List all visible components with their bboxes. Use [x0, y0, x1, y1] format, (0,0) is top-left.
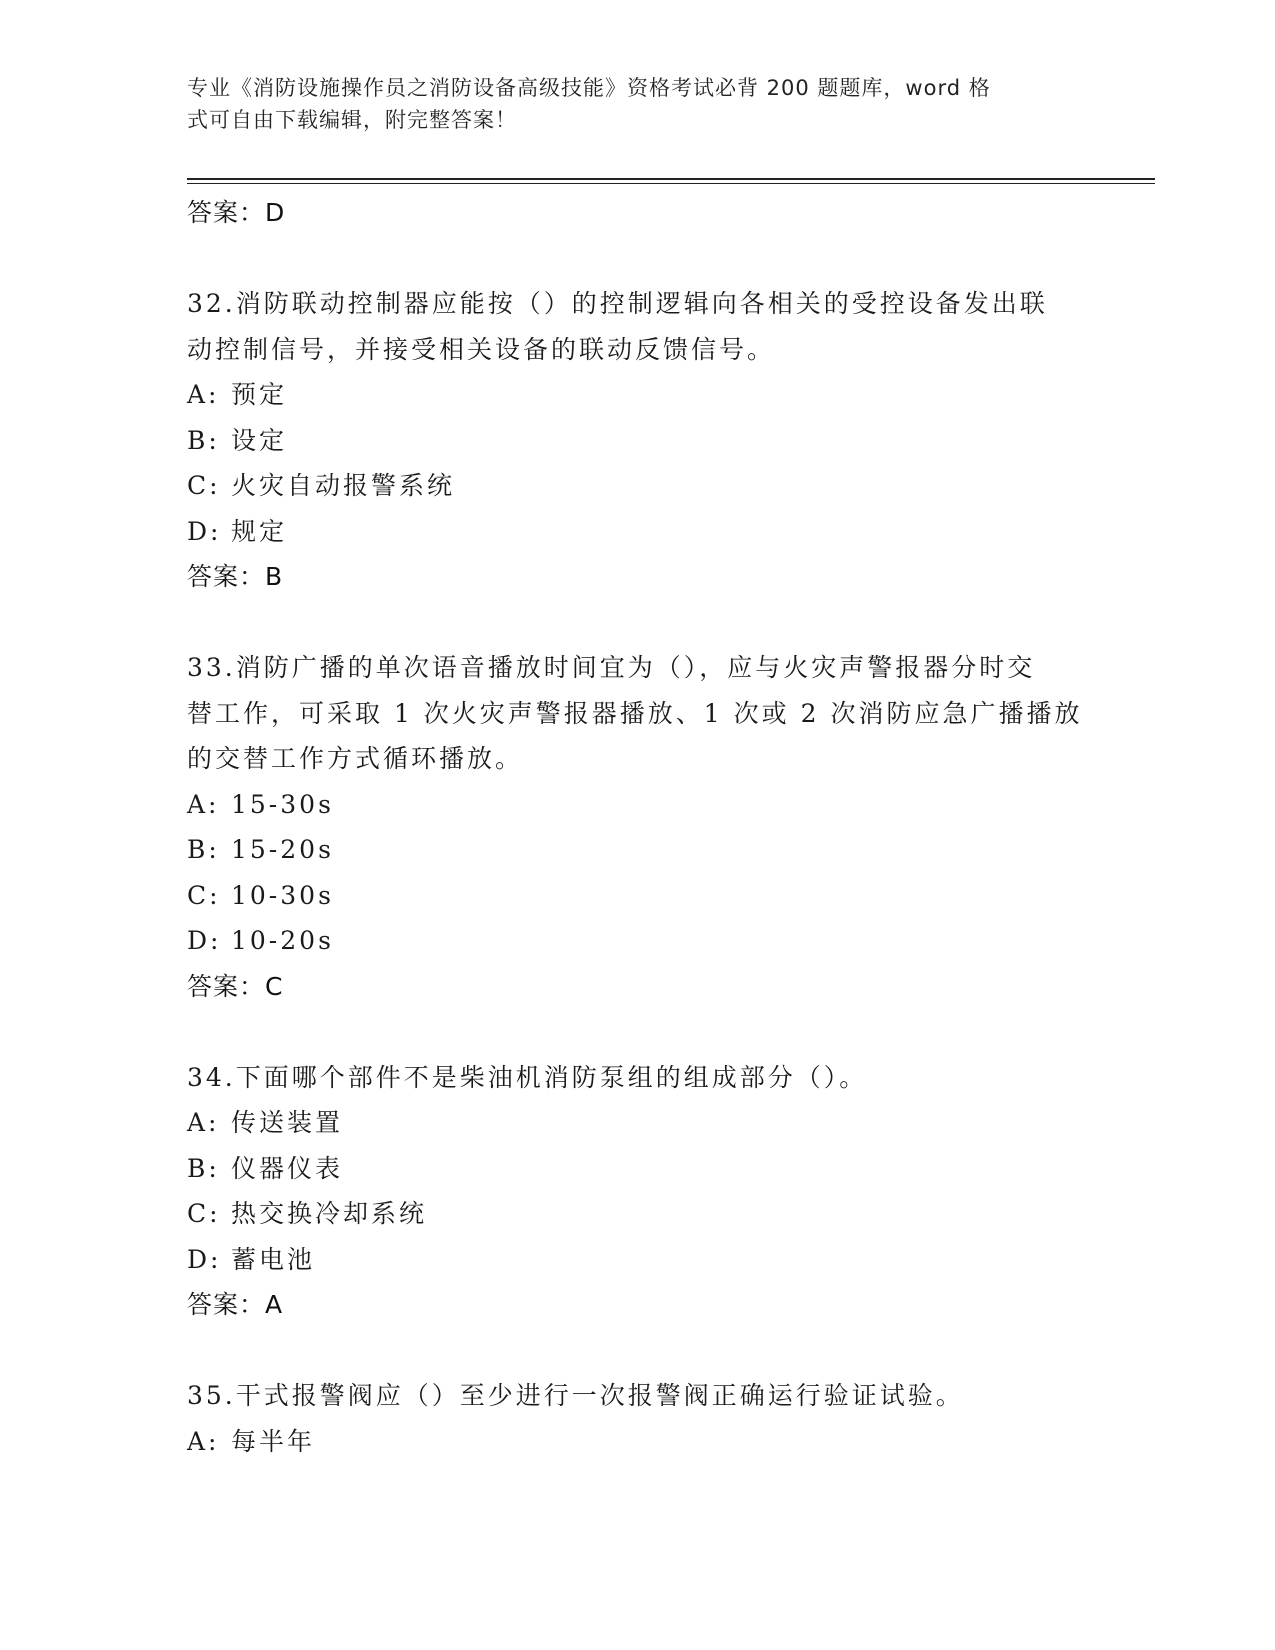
question-text-line: 34.下面哪个部件不是柴油机消防泵组的组成部分（）。 [187, 1062, 868, 1092]
option-text: 热交换冷却系统 [231, 1199, 428, 1228]
option-text: 15-20s [231, 835, 334, 864]
option-a [187, 1419, 1087, 1465]
option-text: 仪器仪表 [231, 1153, 344, 1183]
option-b [187, 827, 1087, 873]
question-text [187, 1055, 1087, 1101]
option-text: 设定 [231, 425, 288, 455]
question-text [187, 281, 1087, 372]
option-key: A: [187, 1426, 220, 1456]
option-d [187, 509, 1087, 555]
option-c [187, 463, 1087, 509]
question-text-line: 动控制信号，并接受相关设备的联动反馈信号。 [187, 334, 776, 364]
option-text: 每半年 [231, 1426, 316, 1456]
option-c [187, 873, 1087, 919]
question-text-line: 32.消防联动控制器应能按（）的控制逻辑向各相关的受控设备发出联 [187, 289, 1048, 318]
option-key: D: [187, 1244, 222, 1274]
answer-line: 答案：C [187, 971, 284, 1001]
option-key: B: [187, 835, 220, 864]
option-key: B: [187, 425, 220, 455]
option-b [187, 418, 1087, 464]
answer-line: 答案：D [187, 198, 286, 227]
option-key: C: [187, 471, 221, 500]
option-text: 15-30s [231, 789, 334, 819]
header-rule-thin [187, 183, 1155, 184]
header-line-1: 专业《消防设施操作员之消防设备高级技能》资格考试必背 200 题题库，word 格 [187, 76, 991, 100]
option-text: 10-20s [231, 926, 334, 955]
question-item [187, 1373, 1087, 1464]
question-text-line: 的交替工作方式循环播放。 [187, 744, 524, 773]
question-list [187, 190, 1087, 1464]
option-text: 蓄电池 [231, 1244, 316, 1274]
option-key: D: [187, 926, 222, 955]
option-key: A: [187, 380, 220, 409]
option-text: 传送装置 [231, 1108, 344, 1137]
option-text: 预定 [231, 380, 288, 409]
option-key: D: [187, 516, 222, 546]
option-key: A: [187, 1108, 220, 1137]
option-d [187, 918, 1087, 964]
option-d [187, 1237, 1087, 1283]
document-header [187, 72, 1087, 136]
question-item [187, 645, 1087, 964]
question-text-line: 35.干式报警阀应（）至少进行一次报警阀正确运行验证试验。 [187, 1381, 964, 1410]
question-text-line: 33.消防广播的单次语音播放时间宜为（），应与火灾声警报器分时交 [187, 653, 1036, 682]
header-rule-thick [187, 178, 1155, 180]
answer-line: 答案：A [187, 1290, 284, 1319]
option-b [187, 1146, 1087, 1192]
option-key: C: [187, 1199, 221, 1228]
option-text: 规定 [231, 516, 288, 546]
option-key: C: [187, 880, 221, 910]
option-key: A: [187, 789, 220, 819]
question-item [187, 1055, 1087, 1283]
header-line-2: 式可自由下载编辑，附完整答案！ [187, 108, 517, 132]
question-text [187, 1373, 1087, 1419]
option-c [187, 1191, 1087, 1237]
option-a [187, 782, 1087, 828]
question-text-line: 替工作，可采取 1 次火灾声警报器播放、1 次或 2 次消防应急广播播放 [187, 698, 1083, 728]
option-text: 火灾自动报警系统 [231, 471, 456, 500]
option-a [187, 1100, 1087, 1146]
question-text [187, 645, 1087, 782]
option-key: B: [187, 1153, 220, 1183]
option-a [187, 372, 1087, 418]
answer-line: 答案：B [187, 562, 284, 591]
question-item [187, 281, 1087, 554]
option-text: 10-30s [231, 880, 334, 910]
